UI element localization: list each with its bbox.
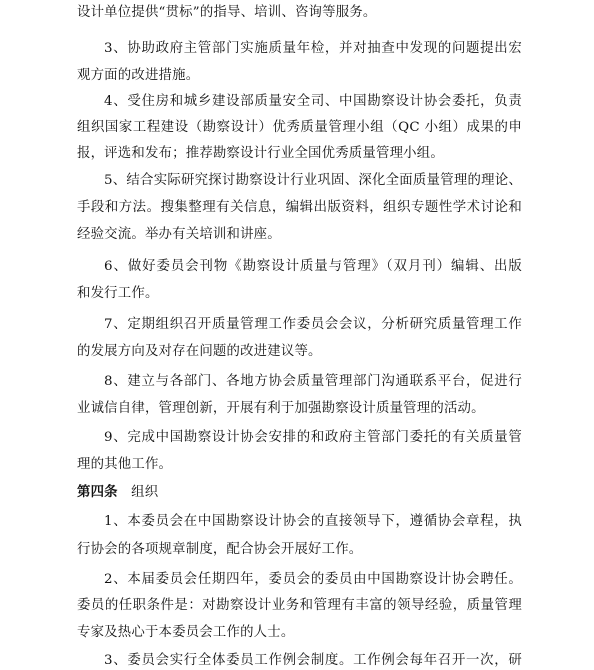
text-line-1: 设计单位提供“贯标”的指导、培训、咨询等服务。 xyxy=(77,5,377,20)
text-line-5: 组织国家工程建设（勘察设计）优秀质量管理小组（QC 小组）成果的申 xyxy=(77,120,522,135)
article-title: 组织 xyxy=(131,485,159,500)
text-line-19: 行协会的各项规章制度，配合协会开展好工作。 xyxy=(77,542,363,557)
text-line-6: 报，评选和发布；推荐勘察设计行业全国优秀质量管理小组。 xyxy=(77,146,444,161)
article-heading xyxy=(77,484,517,502)
text-line-20: 2、本届委员会任期四年，委员会的委员由中国勘察设计协会聘任。 xyxy=(104,572,522,587)
text-line-2: 3、协助政府主管部门实施质量年检，并对抽查中发现的问题提出宏 xyxy=(104,41,522,56)
text-line-23: 3、委员会实行全体委员工作例会制度。工作例会每年召开一次，研 xyxy=(104,653,522,668)
text-line-12: 7、定期组织召开质量管理工作委员会会议，分析研究质量管理工作 xyxy=(104,317,522,332)
text-line-22: 专家及热心于本委员会工作的人士。 xyxy=(77,625,295,640)
text-line-18: 1、本委员会在中国勘察设计协会的直接领导下，遵循协会章程，执 xyxy=(104,514,522,529)
text-line-7: 5、结合实际研究探讨勘察设计行业巩固、深化全面质量管理的理论、 xyxy=(104,173,522,188)
text-line-10: 6、做好委员会刊物《勘察设计质量与管理》（双月刊）编辑、出版 xyxy=(104,259,522,274)
text-line-9: 经验交流。举办有关培训和讲座。 xyxy=(77,227,281,242)
text-line-11: 和发行工作。 xyxy=(77,286,159,301)
text-line-8: 手段和方法。搜集整理有关信息，编辑出版资料，组织专题性学术讨论和 xyxy=(77,200,522,215)
text-line-17: 理的其他工作。 xyxy=(77,457,173,472)
text-line-14: 8、建立与各部门、各地方协会质量管理部门沟通联系平台，促进行 xyxy=(104,374,522,389)
text-line-21: 委员的任职条件是：对勘察设计业务和管理有丰富的领导经验，质量管理 xyxy=(77,598,522,613)
text-line-13: 的发展方向及对存在问题的改进建议等。 xyxy=(77,344,322,359)
text-line-16: 9、完成中国勘察设计协会安排的和政府主管部门委托的有关质量管 xyxy=(104,430,522,445)
text-line-3: 观方面的改进措施。 xyxy=(77,68,200,83)
text-line-15: 业诚信自律，管理创新，开展有利于加强勘察设计质量管理的活动。 xyxy=(77,401,485,416)
text-line-4: 4、受住房和城乡建设部质量安全司、中国勘察设计协会委托，负责 xyxy=(104,94,522,109)
article-label: 第四条 xyxy=(77,485,118,500)
